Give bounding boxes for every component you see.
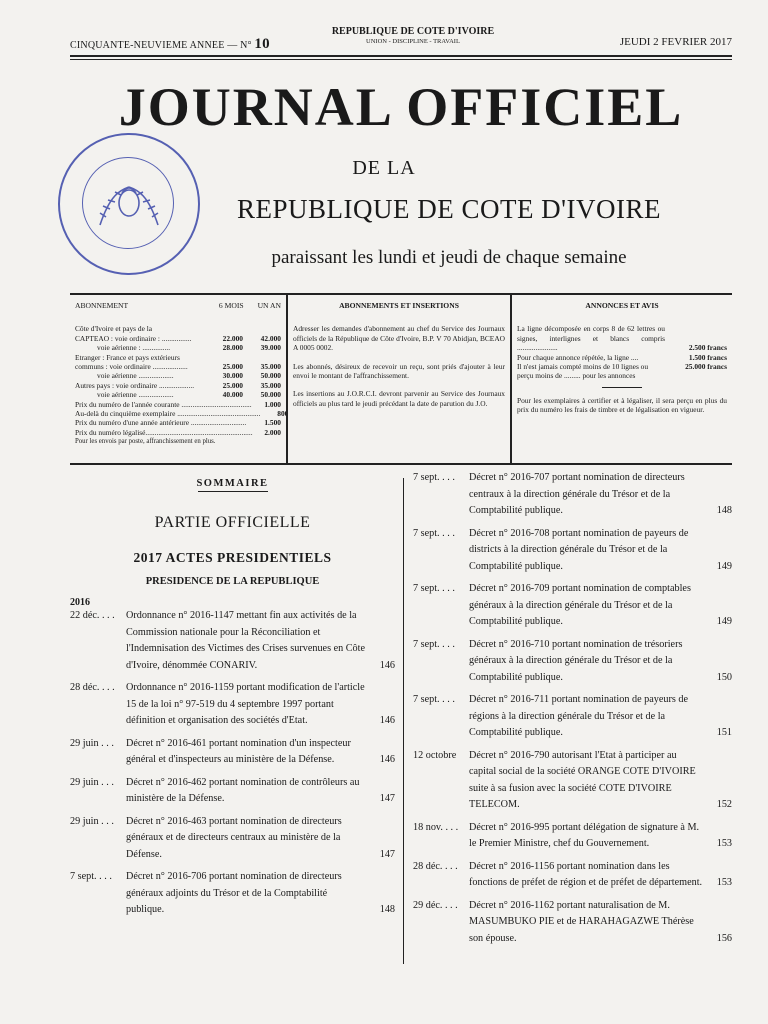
price-value: 25.000 [222,362,243,372]
price-value: 50.000 [260,371,281,381]
price-value: 22.000 [222,333,243,343]
header-rule [70,55,732,57]
toc-entry-text: Décret n° 2016-1162 portant naturalisation de M. MASUMBUKO PIE et de HARAHAGAZWE Thérèse son épouse. [469,899,694,944]
price-value: 50.000 [260,390,281,400]
toc-entry-page: 150 [716,671,732,683]
price-rows-region [75,334,281,353]
price-row [75,371,281,380]
price-value: 40.000 [222,390,243,400]
annonces-note: Pour les exemplaires à certifier et à légaliser, il sera perçu en plus du prix du numéro les frais de timbre et de légalisation en vigueur. [517,395,727,415]
toc-right-entries [413,470,732,947]
price-rows-etranger [75,362,281,400]
toc-entry-text: Décret n° 2016-708 portant nomination de payeurs de districts à la direction générale du Trésor et de la Comptabilité publique. [469,527,689,572]
price-row-label: Au-delà du cinquième exemplaire ............................................. [75,409,261,419]
price-row-label: Prix du numéro d'une année antérieure .............................. [75,418,247,428]
price-row [75,381,281,390]
toc-entry-date: 7 sept. . . . [413,694,455,705]
toc-entry-date: 29 juin . . . [70,776,114,788]
toc-entry [70,608,395,674]
price-row [75,362,281,371]
price-row-label: voie aérienne ................... [97,390,174,400]
annonce-line-1 [517,324,727,352]
price-row-values [215,390,281,399]
price-row-label: Prix du numéro légalisé.......................................................... [75,427,253,437]
toc-entry-date: 7 sept. . . . [413,583,455,594]
annonces-box [512,295,732,463]
price-row-label: Prix du numéro de l'année courante ...................................... [75,399,252,409]
toc-entry [70,680,395,730]
toc-entry-page: 146 [379,715,395,726]
annonces-separator [602,387,642,388]
republic-header [318,26,508,45]
toc-entry-text: Ordonnance n° 2016-1159 portant modification de l'article 15 de la loi n° 97-519 du 4 septembre 1997 portant définition et organisation des sociétés d'Etat. [126,682,365,726]
etranger-line: Etranger : France et pays extérieurs [75,352,180,362]
issue-date: JEUDI 2 FEVRIER 2017 [619,36,732,48]
insertions-p3: Les insertions au J.O.R.C.I. devront parvenir au Service des Journaux officiels au plus tard le jeudi précédant la date de parution du J.O. [293,389,505,408]
annonce-line-2-text: Pour chaque annonce répétée, la ligne .... [517,352,639,362]
price-value: 1.000 [264,399,281,409]
price-row-values [215,334,281,343]
stamp-emblem-icon [60,135,198,273]
republic-name: REPUBLIQUE DE COTE D'IVOIRE [331,26,495,37]
toc-entry [413,898,732,948]
annonce-price-1: 2.500 francs [688,343,727,353]
price-value: 39.000 [260,343,281,353]
toc-entry-page: 149 [716,560,732,572]
price-value: 28.000 [222,343,243,353]
top-header [70,26,732,54]
insertions-title: ABONNEMENTS ET INSERTIONS [339,301,459,310]
toc-entry-date: 18 nov. . . . [413,821,459,833]
abonnement-box [70,295,289,463]
insertions-p2: Les abonnés, désireux de recevoir un reçu, sont priés d'ajouter à leur envoi le montant de l'affranchissement. [293,361,505,381]
price-row-values [215,381,281,390]
actes-presidentiels-heading: 2017 ACTES PRESIDENTIELS [133,550,332,565]
toc-entry-page: 151 [716,727,732,738]
price-value: 35.000 [260,380,281,390]
masthead-title: JOURNAL OFFICIEL [118,77,684,137]
toc-entry-text: Décret n° 2016-461 portant nomination d'un inspecteur général et d'inspecteurs au ministère de la Défense. [126,737,351,765]
abonnement-footnote: Pour les envois par poste, affranchissement en plus. [75,438,216,446]
toc-entry-text: Décret n° 2016-710 portant nomination de trésoriers généraux à la direction générale du Trésor et de la Comptabilité publique. [469,638,683,683]
toc-entry [413,470,732,520]
annonce-line-1-text: La ligne décomposée en corps 8 de 62 lettres ou signes, interlignes et blancs compris ...................... [517,324,665,353]
presidence-heading: PRESIDENCE DE LA REPUBLIQUE [145,576,320,587]
issue-prices [75,399,289,438]
official-stamp [58,133,200,275]
abonnement-header [75,301,281,310]
toc-entry-page: 156 [716,932,732,944]
price-row [75,390,281,399]
price-value: 35.000 [260,362,281,372]
national-motto: UNION - DISCIPLINE - TRAVAIL [366,38,460,45]
toc-entry-text: Ordonnance n° 2016-1147 mettant fin aux activités de la Commission nationale pour la Réconciliation et l'Indemnisation des Victimes des Crises survenues en Côte d'Ivoire, dénommée CONARIV. [126,610,365,671]
toc-entry [413,526,732,576]
price-row-values [215,343,281,352]
toc-left-entries [70,608,395,919]
price-value: 30.000 [222,371,243,381]
toc-entry-date: 7 sept. . . . [413,638,455,650]
toc-entry-text: Décret n° 2016-462 portant nomination de contrôleurs au ministère de la Défense. [126,776,360,804]
price-value: 2.000 [264,427,281,437]
info-boxes [70,293,732,465]
col-6mois: 6 MOIS [218,301,244,310]
annonce-line-2 [517,353,727,362]
toc-entry-date: 7 sept. . . . [70,871,112,882]
sommaire-left-column [70,470,395,925]
price-row [75,418,281,427]
issue-number [70,36,270,53]
price-row-values [253,428,281,437]
masthead-de-la: DE LA [352,157,416,179]
price-row-label: Autres pays : voie ordinaire ................... [75,380,195,390]
price-row-values [260,409,288,418]
toc-entry-date: 29 juin . . . [70,815,114,827]
price-value: 42.000 [260,333,281,343]
toc-entry-text: Décret n° 2016-707 portant nomination de directeurs centraux à la direction générale du Trésor et de la Comptabilité publique. [469,472,685,516]
sommaire-right-column [413,470,732,953]
toc-entry-date: 22 déc. . . . [70,610,115,621]
toc-entry-text: Décret n° 2016-709 portant nomination de comptables généraux à la direction générale du Trésor et de la Comptabilité publique. [469,583,691,627]
toc-entry-page: 147 [379,793,395,804]
masthead-republic: REPUBLIQUE DE COTE D'IVOIRE [236,194,662,224]
price-value: 800 [277,409,289,419]
toc-entry [70,814,395,864]
masthead-frequency: paraissant les lundi et jeudi de chaque semaine [271,247,627,268]
toc-entry-text: Décret n° 2016-706 portant nomination de directeurs généraux adjoints du Trésor et de la Comptabilité publique. [126,871,342,915]
toc-entry-page: 149 [716,616,732,627]
price-row [75,343,281,352]
annonce-line-3-text: Il n'est jamais compté moins de 10 lignes ou perçu moins de ......... pour les annonces [517,362,649,381]
price-row [75,334,281,343]
issue-number-value: 10 [254,36,270,52]
toc-entry [70,736,395,769]
toc-entry [413,637,732,687]
annonces-title: ANNONCES ET AVIS [585,301,659,310]
toc-entry [70,869,395,919]
header-rule-thin [70,59,732,60]
price-row [75,409,289,419]
toc-entry-page: 148 [716,505,732,516]
col-1an: UN AN [257,301,281,310]
price-value: 25.000 [222,380,243,390]
abonnement-title: ABONNEMENT [75,301,129,310]
partie-officielle-heading: PARTIE OFFICIELLE [154,514,311,531]
insertions-p1: Adresser les demandes d'abonnement au chef du Service des Journaux officiels de la République de Côte d'Ivoire, B.P. V 70 Abidjan, BCEAO A 0005 0002. [293,324,505,353]
toc-entry-date: 28 déc. . . . [70,682,115,693]
year-heading: 2016 [70,597,90,608]
toc-entry-page: 146 [379,659,395,671]
toc-entry [413,581,732,631]
toc-entry-page: 146 [379,754,395,765]
toc-entry-text: Décret n° 2016-790 autorisant l'Etat à participer au capital social de la société ORANGE COTE D'IVOIRE suite à sa fusion avec la société COTE D'IVOIRE TELECOM. [469,749,696,810]
toc-entry-text: Décret n° 2016-995 portant délégation de signature à M. le Premier Ministre, chef du Gouvernement. [469,821,700,849]
region-line: Côte d'Ivoire et pays de la [75,324,153,334]
price-value: 1.500 [264,418,281,428]
price-row-values [253,400,281,409]
toc-entry-text: Décret n° 2016-1156 portant nomination dans les fonctions de préfet de région et de préfet de département. [469,860,703,888]
issue-label: CINQUANTE-NEUVIEME ANNEE — N° [70,40,252,51]
toc-entry-text: Décret n° 2016-711 portant nomination de payeurs de régions à la direction générale du Trésor et de la Comptabilité publique. [469,694,688,738]
toc-entry [70,775,395,808]
toc-entry-date: 28 déc. . . . [413,860,458,872]
toc-entry-date: 12 octobre [413,749,457,761]
price-row-label: CAPTEAO : voie ordinaire : ................ [75,333,192,343]
toc-entry-page: 147 [379,848,395,860]
sommaire-rule [198,491,268,492]
price-row [75,428,281,437]
toc-entry-page: 152 [716,799,732,810]
price-row [75,400,281,409]
sommaire-title: SOMMAIRE [196,478,269,489]
insertions-box [286,295,512,463]
price-row-label: voie aérienne ................... [97,371,174,381]
toc-entry [413,820,732,853]
toc-entry-page: 153 [716,838,732,849]
annonce-price-2: 1.500 francs [688,352,727,362]
price-row-values [215,371,281,380]
toc-entry-page: 153 [716,877,732,888]
toc-entry [413,692,732,742]
toc-entry-date: 29 déc. . . . [413,899,458,911]
toc-entry-text: Décret n° 2016-463 portant nomination de directeurs généraux et de directeurs centraux au ministère de la Défense. [126,815,342,860]
price-row-label: voie aérienne : ............... [97,343,171,353]
toc-entry [413,859,732,892]
annonce-price-3: 25.000 francs [685,362,727,372]
toc-entry-date: 7 sept. . . . [413,472,455,483]
sommaire [70,470,732,964]
toc-entry-date: 29 juin . . . [70,737,114,749]
toc-entry-date: 7 sept. . . . [413,527,455,539]
annonce-line-3 [517,362,727,381]
price-row-values [253,418,281,427]
column-divider [403,478,404,964]
price-row-label: communs : voie ordinaire ................... [75,362,188,372]
toc-entry-page: 148 [379,904,395,915]
price-row-values [215,362,281,371]
toc-entry [413,748,732,814]
